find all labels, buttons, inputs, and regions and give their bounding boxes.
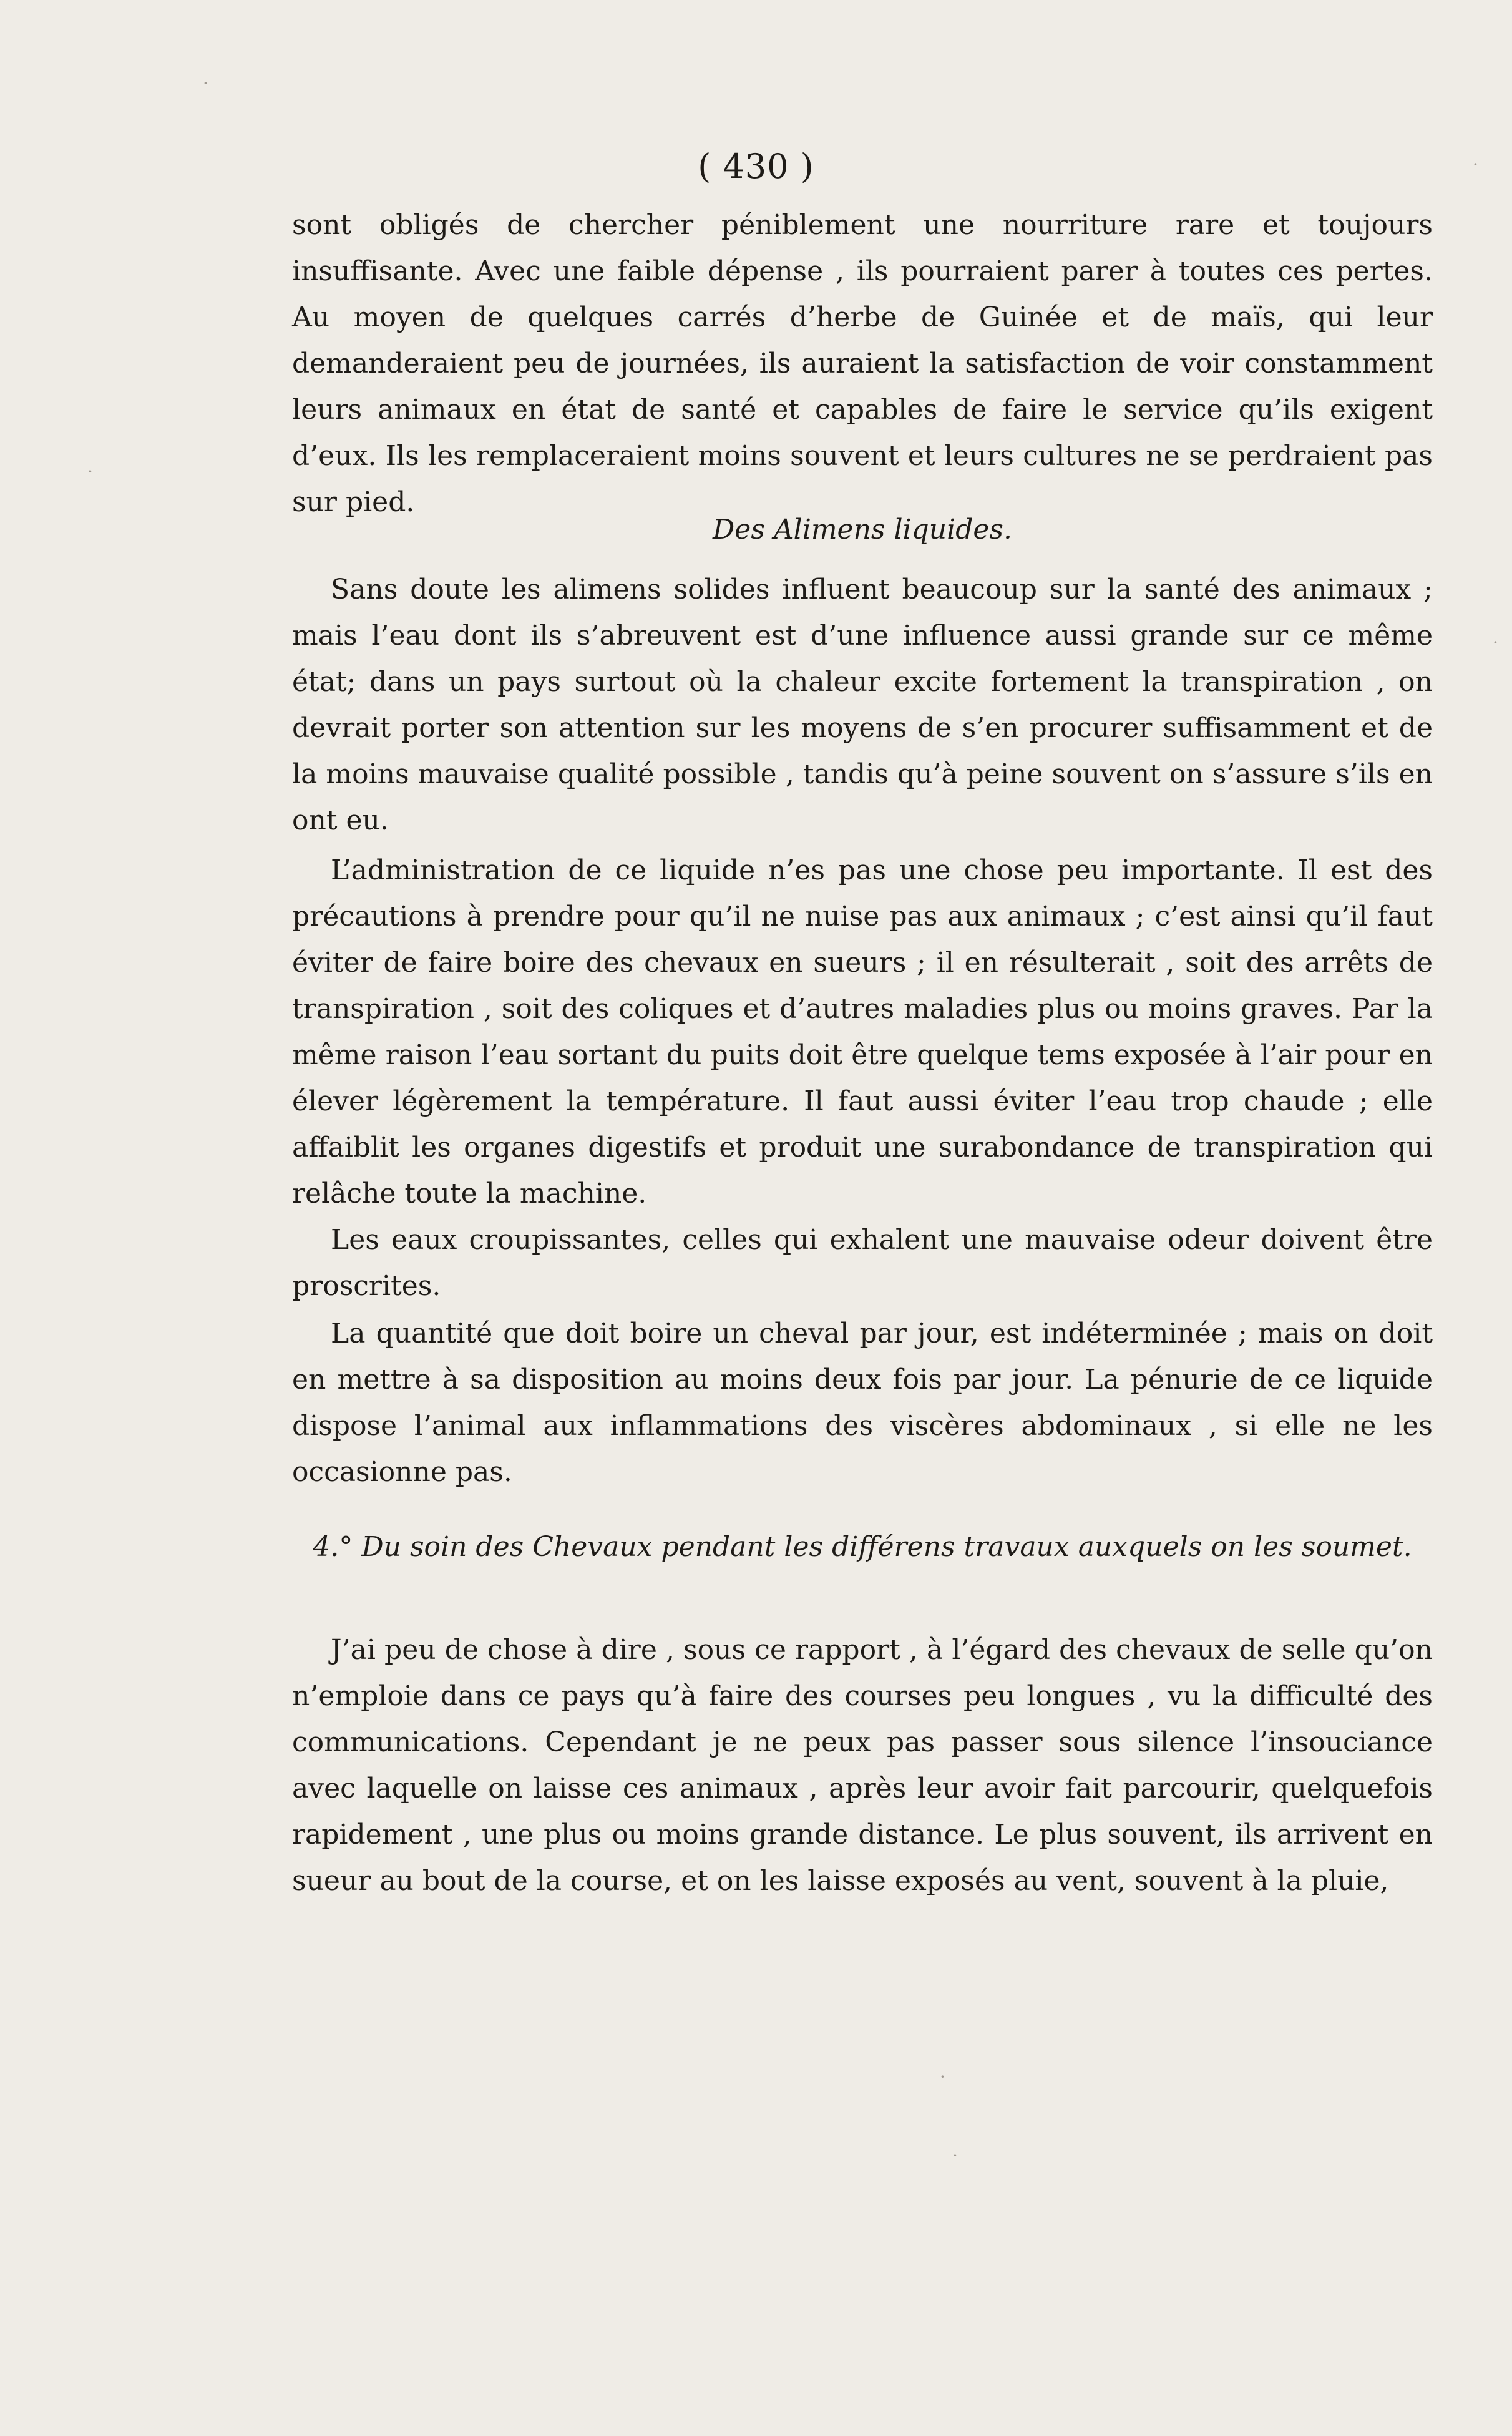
paper-speck-right: · <box>1493 632 1498 653</box>
paper-speck-top-right: · <box>1473 154 1478 175</box>
section-heading-horse-care: 4.° Du soin des Chevaux pendant les différens travaux auxquels on les soumet. <box>313 1531 1412 1563</box>
paragraph-solid-food: Sans doute les alimens solides influent beaucoup sur la santé des animaux ; mais l’eau dont ils s’abreuvent est d’une influence aussi grande sur ce même état; dans un pays surtout où la chaleur excite fortement la transpiration , on devrait porter son attention sur les moyens de s’en procurer suffisamment et de la moins mauvaise qualité possible , tandis qu’à peine souvent on s’assure s’ils en ont eu. <box>292 574 1433 836</box>
paragraph-stagnant-water: Les eaux croupissantes, celles qui exhalent une mauvaise odeur doivent être proscrites. <box>292 1224 1433 1302</box>
paper-speck-top-left: · <box>203 73 208 94</box>
section-heading-liquid-food: Des Alimens liquides. <box>713 514 1012 545</box>
paper-speck-bottom: · <box>940 2067 945 2087</box>
page-number: ( 430 ) <box>698 147 814 186</box>
paper-speck-lower: · <box>952 2145 958 2166</box>
paragraph-riding-horses: J’ai peu de chose à dire , sous ce rapport , à l’égard des chevaux de selle qu’on n’emploie dans ce pays qu’à faire des courses peu longues , vu la difficulté des communications. Cependant je ne peux pas passer sous silence l’insouciance avec laquelle on laisse ces animaux , après leur avoir fait parcourir, quelquefois rapidement , une plus ou moins grande distance. Le plus souvent, ils arrivent en sueur au bout de la course, et on les laisse exposés au vent, souvent à la pluie, <box>292 1634 1433 1897</box>
paper-speck-left: · <box>87 461 93 482</box>
paragraph-quantity: La quantité que doit boire un cheval par jour, est indéterminée ; mais on doit en mettre à sa disposition au moins deux fois par jour. La pénurie de ce liquide dispose l’animal aux inflammations des viscères abdominaux , si elle ne les occasionne pas. <box>292 1318 1433 1488</box>
paragraph-continued: sont obligés de chercher péniblement une nourriture rare et toujours insuffisante. Avec une faible dépense , ils pourraient parer à toutes ces pertes. Au moyen de quelques carrés d’herbe de Guinée et de maïs, qui leur demanderaient peu de journées, ils auraient la satisfaction de voir constamment leurs animaux en état de santé et capables de faire le service qu’ils exigent d’eux. Ils les remplaceraient moins souvent et leurs cultures ne se perdraient pas sur pied. <box>292 209 1433 518</box>
paragraph-administration: L’administration de ce liquide n’es pas une chose peu importante. Il est des précautions à prendre pour qu’il ne nuise pas aux animaux ; c’est ainsi qu’il faut éviter de faire boire des chevaux en sueurs ; il en résulterait , soit des arrêts de transpiration , soit des coliques et d’autres maladies plus ou moins graves. Par la même raison l’eau sortant du puits doit être quelque tems exposée à l’air pour en élever légèrement la température. Il faut aussi éviter l’eau trop chaude ; elle affaiblit les organes digestifs et produit une surabondance de transpiration qui relâche toute la machine. <box>292 854 1433 1210</box>
